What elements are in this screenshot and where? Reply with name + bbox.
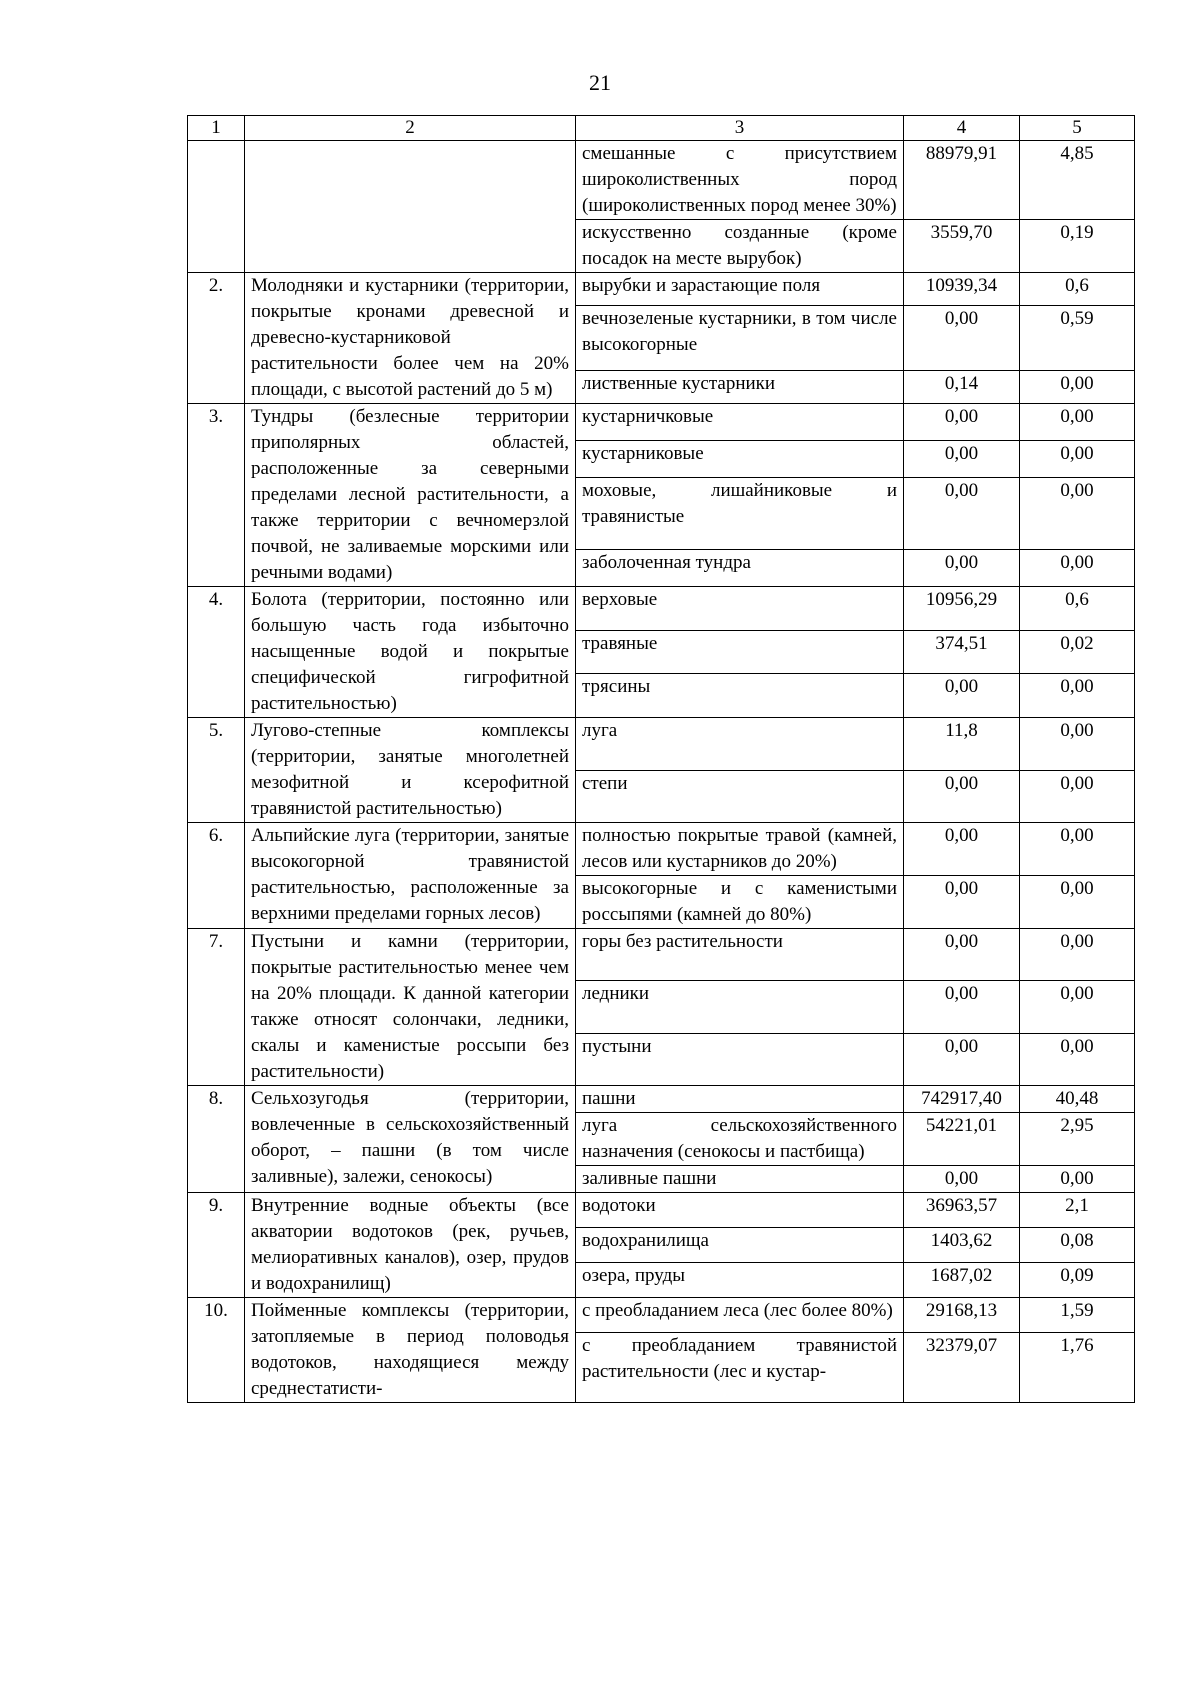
percent-cell: 1,76 [1020,1333,1135,1403]
percent-cell: 0,00 [1020,1166,1135,1193]
percent-cell: 0,00 [1020,718,1135,771]
table-row [188,587,1135,631]
percent-cell: 0,00 [1020,674,1135,718]
percent-cell: 0,00 [1020,1033,1135,1085]
area-cell: 742917,40 [904,1086,1020,1113]
area-cell: 29168,13 [904,1298,1020,1333]
row-number: 6. [188,823,245,929]
subcategory-cell: ледники [576,981,904,1033]
percent-cell: 0,59 [1020,306,1135,371]
subcategory-cell: искусственно созданные (кроме посадок на месте вырубок) [576,220,904,273]
percent-cell: 0,00 [1020,550,1135,587]
category-cell: Лугово-степные комплексы (территории, занятые многолетней мезофитной и ксерофитной травянистой растительностью) [245,718,576,823]
area-cell: 10939,34 [904,273,1020,306]
category-cell: Внутренние водные объекты (все акватории водотоков (рек, ручьев, мелиоративных каналов), озер, прудов и водохранилищ) [245,1193,576,1298]
subcategory-cell: вечнозеленые кустарники, в том числе высокогорные [576,306,904,371]
subcategory-cell: трясины [576,674,904,718]
subcategory-cell: с преобладанием травянистой растительности (лес и кустар- [576,1333,904,1403]
area-cell: 0,00 [904,876,1020,929]
area-cell: 0,00 [904,929,1020,981]
subcategory-cell: пустыни [576,1033,904,1085]
percent-cell: 40,48 [1020,1086,1135,1113]
subcategory-cell: заливные пашни [576,1166,904,1193]
subcategory-cell: лиственные кустарники [576,370,904,403]
percent-cell: 0,19 [1020,220,1135,273]
category-cell: Пойменные комплексы (территории, затопляемые в период половодья водотоков, находящиеся между среднестатисти- [245,1298,576,1403]
table-row [188,141,1135,220]
area-cell: 0,00 [904,674,1020,718]
column-header: 1 [188,116,245,141]
row-number: 9. [188,1193,245,1298]
subcategory-cell: с преобладанием леса (лес более 80%) [576,1298,904,1333]
percent-cell: 0,00 [1020,404,1135,441]
subcategory-cell: заболоченная тундра [576,550,904,587]
category-cell: Альпийские луга (территории, занятые высокогорной травянистой растительностью, расположенные за верхними пределами горных лесов) [245,823,576,929]
area-cell: 88979,91 [904,141,1020,220]
area-cell: 0,00 [904,1033,1020,1085]
table-row [188,404,1135,441]
table-row [188,1298,1135,1333]
percent-cell: 1,59 [1020,1298,1135,1333]
row-number: 3. [188,404,245,587]
category-cell: Тундры (безлесные территории приполярных областей, расположенные за северными пределами лесной растительности, а также территории с вечномерзлой почвой, не заливаемые морскими или речными водами) [245,404,576,587]
subcategory-cell: водохранилища [576,1228,904,1263]
row-number: 10. [188,1298,245,1403]
area-cell: 54221,01 [904,1113,1020,1166]
percent-cell: 0,08 [1020,1228,1135,1263]
subcategory-cell: верховые [576,587,904,631]
subcategory-cell: полностью покрытые травой (камней, лесов или кустарников до 20%) [576,823,904,876]
area-cell: 0,00 [904,477,1020,549]
category-cell: Болота (территории, постоянно или большую часть года избыточно насыщенные водой и покрытые специфической гигрофитной растительностью) [245,587,576,718]
area-cell: 0,00 [904,823,1020,876]
area-cell: 32379,07 [904,1333,1020,1403]
percent-cell: 4,85 [1020,141,1135,220]
area-cell: 10956,29 [904,587,1020,631]
row-number [188,141,245,273]
area-cell: 0,00 [904,440,1020,477]
subcategory-cell: луга сельскохозяйственного назначения (сенокосы и пастбища) [576,1113,904,1166]
percent-cell: 0,00 [1020,981,1135,1033]
category-cell: Сельхозугодья (территории, вовлеченные в сельскохозяйственный оборот, – пашни (в том числе заливные), залежи, сенокосы) [245,1086,576,1193]
category-cell [245,141,576,273]
percent-cell: 0,6 [1020,273,1135,306]
percent-cell: 0,00 [1020,876,1135,929]
area-cell: 36963,57 [904,1193,1020,1228]
row-number: 5. [188,718,245,823]
table-row [188,273,1135,306]
row-number: 2. [188,273,245,404]
subcategory-cell: вырубки и зарастающие поля [576,273,904,306]
area-cell: 1403,62 [904,1228,1020,1263]
percent-cell: 0,02 [1020,630,1135,674]
area-cell: 1687,02 [904,1263,1020,1298]
row-number: 8. [188,1086,245,1193]
percent-cell: 0,00 [1020,929,1135,981]
table-row [188,1086,1135,1113]
area-cell: 0,00 [904,306,1020,371]
percent-cell: 0,00 [1020,370,1135,403]
area-cell: 0,00 [904,1166,1020,1193]
subcategory-cell: озера, пруды [576,1263,904,1298]
subcategory-cell: кустарниковые [576,440,904,477]
category-cell: Молодняки и кустарники (территории, покрытые кронами древесной и древесно-кустарниковой растительности более чем на 20% площади, с высотой растений до 5 м) [245,273,576,404]
subcategory-cell: травяные [576,630,904,674]
percent-cell: 0,09 [1020,1263,1135,1298]
area-cell: 11,8 [904,718,1020,771]
table-row [188,718,1135,771]
percent-cell: 0,00 [1020,440,1135,477]
percent-cell: 0,6 [1020,587,1135,631]
percent-cell: 0,00 [1020,823,1135,876]
subcategory-cell: луга [576,718,904,771]
percent-cell: 2,95 [1020,1113,1135,1166]
table-row [188,1193,1135,1228]
subcategory-cell: кустарничковые [576,404,904,441]
table-row [188,823,1135,876]
subcategory-cell: горы без растительности [576,929,904,981]
table-row [188,929,1135,981]
percent-cell: 2,1 [1020,1193,1135,1228]
subcategory-cell: степи [576,770,904,823]
page-number: 21 [589,70,611,95]
subcategory-cell: моховые, лишайниковые и травянистые [576,477,904,549]
area-cell: 0,00 [904,550,1020,587]
percent-cell: 0,00 [1020,477,1135,549]
column-header: 2 [245,116,576,141]
area-cell: 3559,70 [904,220,1020,273]
area-cell: 0,00 [904,404,1020,441]
area-cell: 0,14 [904,370,1020,403]
column-header: 4 [904,116,1020,141]
column-header: 5 [1020,116,1135,141]
row-number: 4. [188,587,245,718]
column-header: 3 [576,116,904,141]
subcategory-cell: высокогорные и с каменистыми россыпями (камней до 80%) [576,876,904,929]
area-cell: 0,00 [904,981,1020,1033]
table-header-row [188,116,1135,141]
area-cell: 0,00 [904,770,1020,823]
area-cell: 374,51 [904,630,1020,674]
percent-cell: 0,00 [1020,770,1135,823]
row-number: 7. [188,929,245,1086]
subcategory-cell: пашни [576,1086,904,1113]
subcategory-cell: смешанные с присутствием широколиственных пород (широколиственных пород менее 30%) [576,141,904,220]
category-cell: Пустыни и камни (территории, покрытые растительностью менее чем на 20% площади. К данной категории также относят солончаки, ледники, скалы и каменистые россыпи без растительности) [245,929,576,1086]
subcategory-cell: водотоки [576,1193,904,1228]
land-cover-table [187,115,1135,1403]
table-body [188,116,1135,1403]
